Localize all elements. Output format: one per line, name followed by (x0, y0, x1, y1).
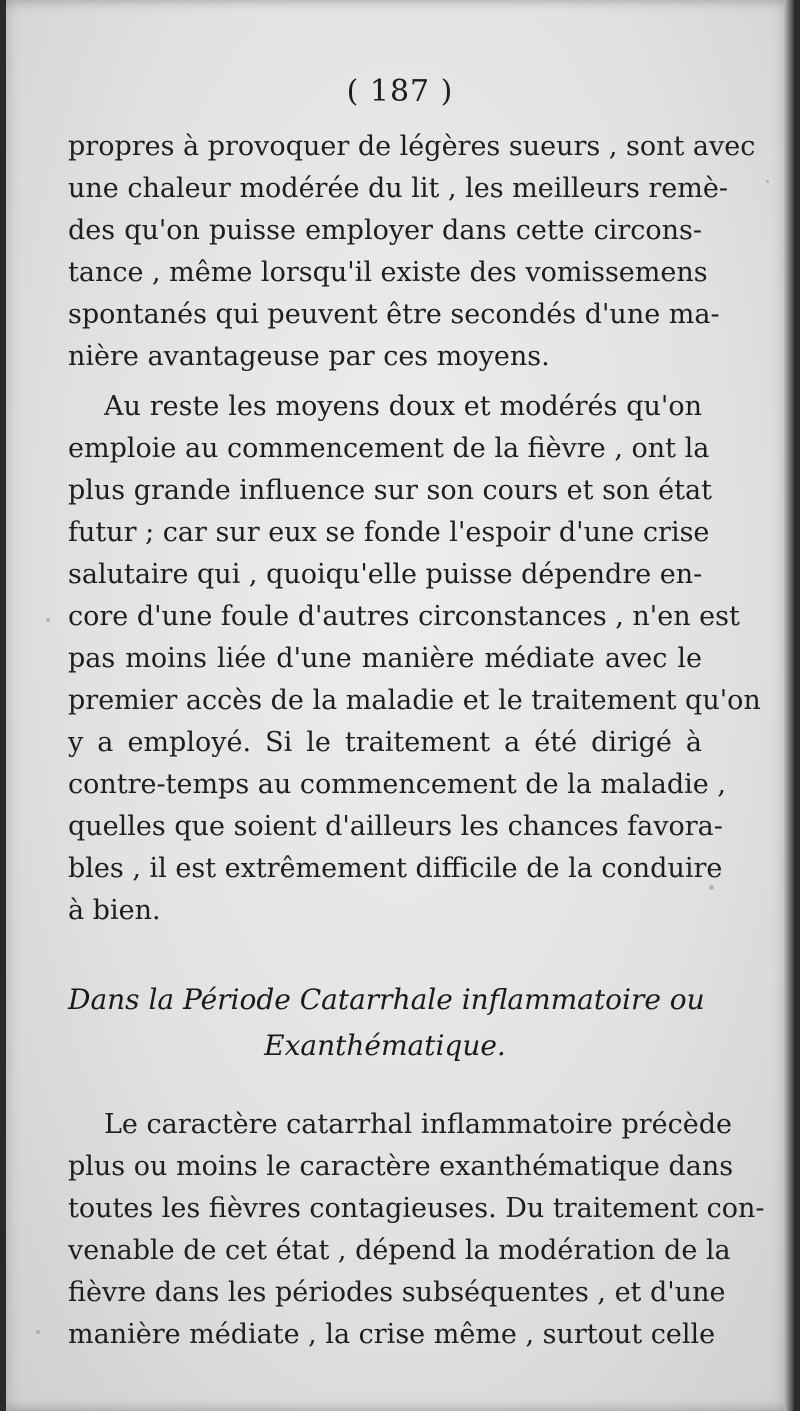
paragraph-line: y a employé. Si le traitement a été dirigé à (68, 727, 702, 758)
paragraph-line: nière avantageuse par ces moyens. (68, 341, 550, 372)
paragraph-line: tance , même lorsqu'il existe des vomissemens (68, 257, 708, 288)
paragraph-line: spontanés qui peuvent être secondés d'une ma- (68, 299, 720, 330)
paragraph-line: Le caractère catarrhal inflammatoire précède (104, 1109, 732, 1140)
paragraph-line: quelles que soient d'ailleurs les chances favora- (68, 811, 723, 842)
section-heading-line-1: Dans la Période Catarrhale inflammatoire ou (68, 983, 705, 1016)
page-number: ( 187 ) (346, 74, 454, 109)
page-gutter-shadow (784, 0, 794, 1411)
paper-speck (766, 180, 769, 183)
section-heading-line-2: Exanthématique. (264, 1029, 506, 1062)
paragraph-line: pas moins liée d'une manière médiate avec le (68, 643, 702, 674)
book-page (6, 0, 794, 1411)
paragraph-line: contre-temps au commencement de la maladie , (68, 769, 726, 800)
paper-speck (709, 885, 714, 890)
paragraph-line: venable de cet état , dépend la modération de la (68, 1235, 731, 1266)
paragraph-line: plus ou moins le caractère exanthématique dans (68, 1151, 734, 1182)
paragraph-line: une chaleur modérée du lit , les meilleurs remè- (68, 173, 728, 204)
paragraph-line: à bien. (68, 895, 161, 926)
paragraph-line: premier accès de la maladie et le traitement qu'on (68, 685, 761, 716)
paragraph-3 (68, 1104, 765, 1356)
paragraph-line: bles , il est extrêmement difficile de la conduire (68, 853, 723, 884)
paragraph-2 (68, 386, 761, 932)
paragraph-1 (68, 126, 756, 378)
paragraph-line: salutaire qui , quoiqu'elle puisse dépendre en- (68, 559, 703, 590)
paragraph-line: futur ; car sur eux se fonde l'espoir d'une crise (68, 517, 710, 548)
paragraph-line: fièvre dans les périodes subséquentes , et d'une (68, 1277, 726, 1308)
paragraph-line: propres à provoquer de légères sueurs , sont avec (68, 131, 756, 162)
paper-speck (36, 1330, 40, 1334)
paragraph-line: des qu'on puisse employer dans cette circons- (68, 215, 702, 246)
paper-speck (46, 618, 50, 622)
paragraph-line: emploie au commencement de la fièvre , ont la (68, 433, 710, 464)
paragraph-line: Au reste les moyens doux et modérés qu'on (104, 391, 702, 422)
paragraph-line: toutes les fièvres contagieuses. Du traitement con- (68, 1193, 765, 1224)
paragraph-line: core d'une foule d'autres circonstances , n'en est (68, 601, 740, 632)
paragraph-line: manière médiate , la crise même , surtout celle (68, 1319, 716, 1350)
paragraph-line: plus grande influence sur son cours et son état (68, 475, 712, 506)
